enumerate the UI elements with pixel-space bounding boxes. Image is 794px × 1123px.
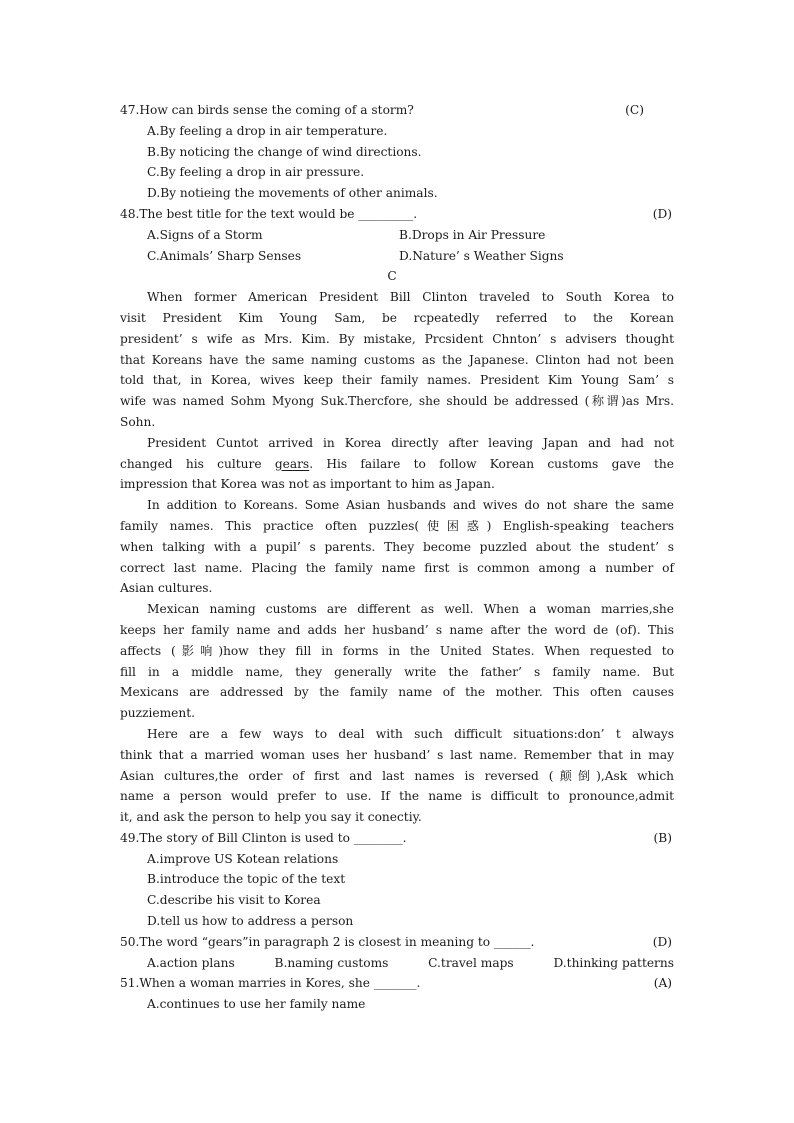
passage-paragraph-5 bbox=[120, 724, 674, 828]
option: B.naming customs bbox=[274, 955, 389, 970]
answer-key: (D) bbox=[652, 934, 672, 949]
passage-line: affects (影响)how they fill in forms in the United States. When requested to bbox=[120, 643, 674, 658]
passage-line: fill in a middle name, they generally write the father’ s family name. But bbox=[120, 664, 674, 679]
passage-line: Mexicans are addressed by the family name of the mother. This often causes bbox=[120, 685, 674, 700]
passage-paragraph-2 bbox=[120, 433, 674, 495]
option: B.By noticing the change of wind directions. bbox=[147, 144, 422, 159]
passage-line: name a person would prefer to use. If the name is difficult to pronounce,admit bbox=[120, 789, 674, 804]
question-49 bbox=[120, 828, 674, 849]
passage-line: President Cuntot arrived in Korea directly after leaving Japan and had not bbox=[147, 435, 674, 450]
passage-line: when talking with a pupil’ s parents. They become puzzled about the student’ s bbox=[120, 539, 674, 554]
passage-paragraph-3 bbox=[120, 495, 674, 599]
answer-key: (C) bbox=[625, 103, 644, 117]
question-stem: 51.When a woman marries in Kores, she _______. bbox=[120, 976, 421, 991]
option: A.continues to use her family name bbox=[147, 997, 366, 1012]
passage-line: Asian cultures. bbox=[120, 581, 213, 596]
passage-line: president’ s wife as Mrs. Kim. By mistake, Prcsident Chnton’ s advisers thought bbox=[120, 331, 674, 346]
option: B.introduce the topic of the text bbox=[147, 872, 346, 887]
option: A.improve US Kotean relations bbox=[147, 851, 339, 866]
option: D.thinking patterns bbox=[553, 955, 674, 970]
passage-line: Asian cultures,the order of first and last names is reversed (颠倒),Ask which bbox=[120, 768, 674, 783]
passage-line: think that a married woman uses her husband’ s last name. Remember that in may bbox=[120, 747, 674, 762]
answer-key: (B) bbox=[653, 830, 672, 845]
passage-line: visit President Kim Young Sam, be rcpeatedly referred to the Korean bbox=[120, 310, 674, 325]
underlined-word: gears bbox=[274, 456, 310, 471]
document-content bbox=[120, 100, 674, 1015]
passage-text: . His failare to follow Korean customs gave the bbox=[309, 456, 674, 471]
passage-line: family names. This practice often puzzles(使困惑) English-speaking teachers bbox=[120, 518, 674, 533]
option-row bbox=[120, 246, 674, 267]
passage-line: In addition to Koreans. Some Asian husbands and wives do not share the same bbox=[147, 498, 674, 513]
question-51 bbox=[120, 973, 674, 994]
option: C.Animals’ Sharp Senses bbox=[147, 248, 302, 263]
option: D.Nature’ s Weather Signs bbox=[399, 248, 564, 263]
passage-paragraph-1 bbox=[120, 287, 674, 433]
passage-line: wife was named Sohm Myong Suk.Thercfore, she should be addressed (称谓)as Mrs. bbox=[120, 394, 674, 409]
passage-line: impression that Korea was not as important to him as Japan. bbox=[120, 477, 495, 492]
passage-line: Sohn. bbox=[120, 414, 156, 429]
option: A.By feeling a drop in air temperature. bbox=[147, 123, 388, 138]
passage-paragraph-4 bbox=[120, 599, 674, 724]
question-stem: 48.The best title for the text would be _________. bbox=[120, 206, 418, 221]
passage-line: it, and ask the person to help you say it conectiy. bbox=[120, 810, 422, 825]
question-stem: 50.The word “gears”in paragraph 2 is closest in meaning to ______. bbox=[120, 934, 535, 949]
question-47 bbox=[120, 100, 674, 121]
passage-text: changed his culture bbox=[120, 456, 275, 471]
option: C.By feeling a drop in air pressure. bbox=[147, 165, 365, 180]
passage-line: that Koreans have the same naming customs as the Japanese. Clinton had not been bbox=[120, 352, 674, 367]
question-stem: 49.The story of Bill Clinton is used to ________. bbox=[120, 830, 407, 845]
option: D.tell us how to address a person bbox=[147, 914, 354, 929]
option: C.describe his visit to Korea bbox=[147, 893, 321, 908]
passage-line: puzziement. bbox=[120, 706, 195, 721]
passage-line: When former American President Bill Clinton traveled to South Korea to bbox=[147, 290, 674, 305]
passage-line: keeps her family name and adds her husband’ s name after the word de (of). This bbox=[120, 622, 674, 637]
question-50 bbox=[120, 932, 674, 953]
question-stem: 47.How can birds sense the coming of a storm? bbox=[120, 103, 414, 117]
section-label: C bbox=[387, 269, 397, 284]
passage-line: Here are a few ways to deal with such difficult situations:don’ t always bbox=[147, 726, 674, 741]
option: C.travel maps bbox=[428, 955, 514, 970]
answer-key: (D) bbox=[652, 206, 672, 221]
passage-line bbox=[120, 454, 674, 475]
passage-line: told that, in Korea, wives keep their family names. President Kim Young Sam’ s bbox=[120, 373, 674, 388]
option-row bbox=[120, 953, 674, 974]
question-48 bbox=[120, 204, 674, 225]
option: B.Drops in Air Pressure bbox=[399, 227, 546, 242]
option: A.Signs of a Storm bbox=[147, 227, 263, 242]
passage-line: Mexican naming customs are different as well. When a woman marries,she bbox=[147, 602, 674, 617]
answer-key: (A) bbox=[653, 976, 672, 991]
option-row bbox=[120, 225, 674, 246]
option: A.action plans bbox=[147, 955, 235, 970]
option: D.By notieing the movements of other animals. bbox=[147, 186, 438, 201]
passage-line: correct last name. Placing the family name first is common among a number of bbox=[120, 560, 674, 575]
